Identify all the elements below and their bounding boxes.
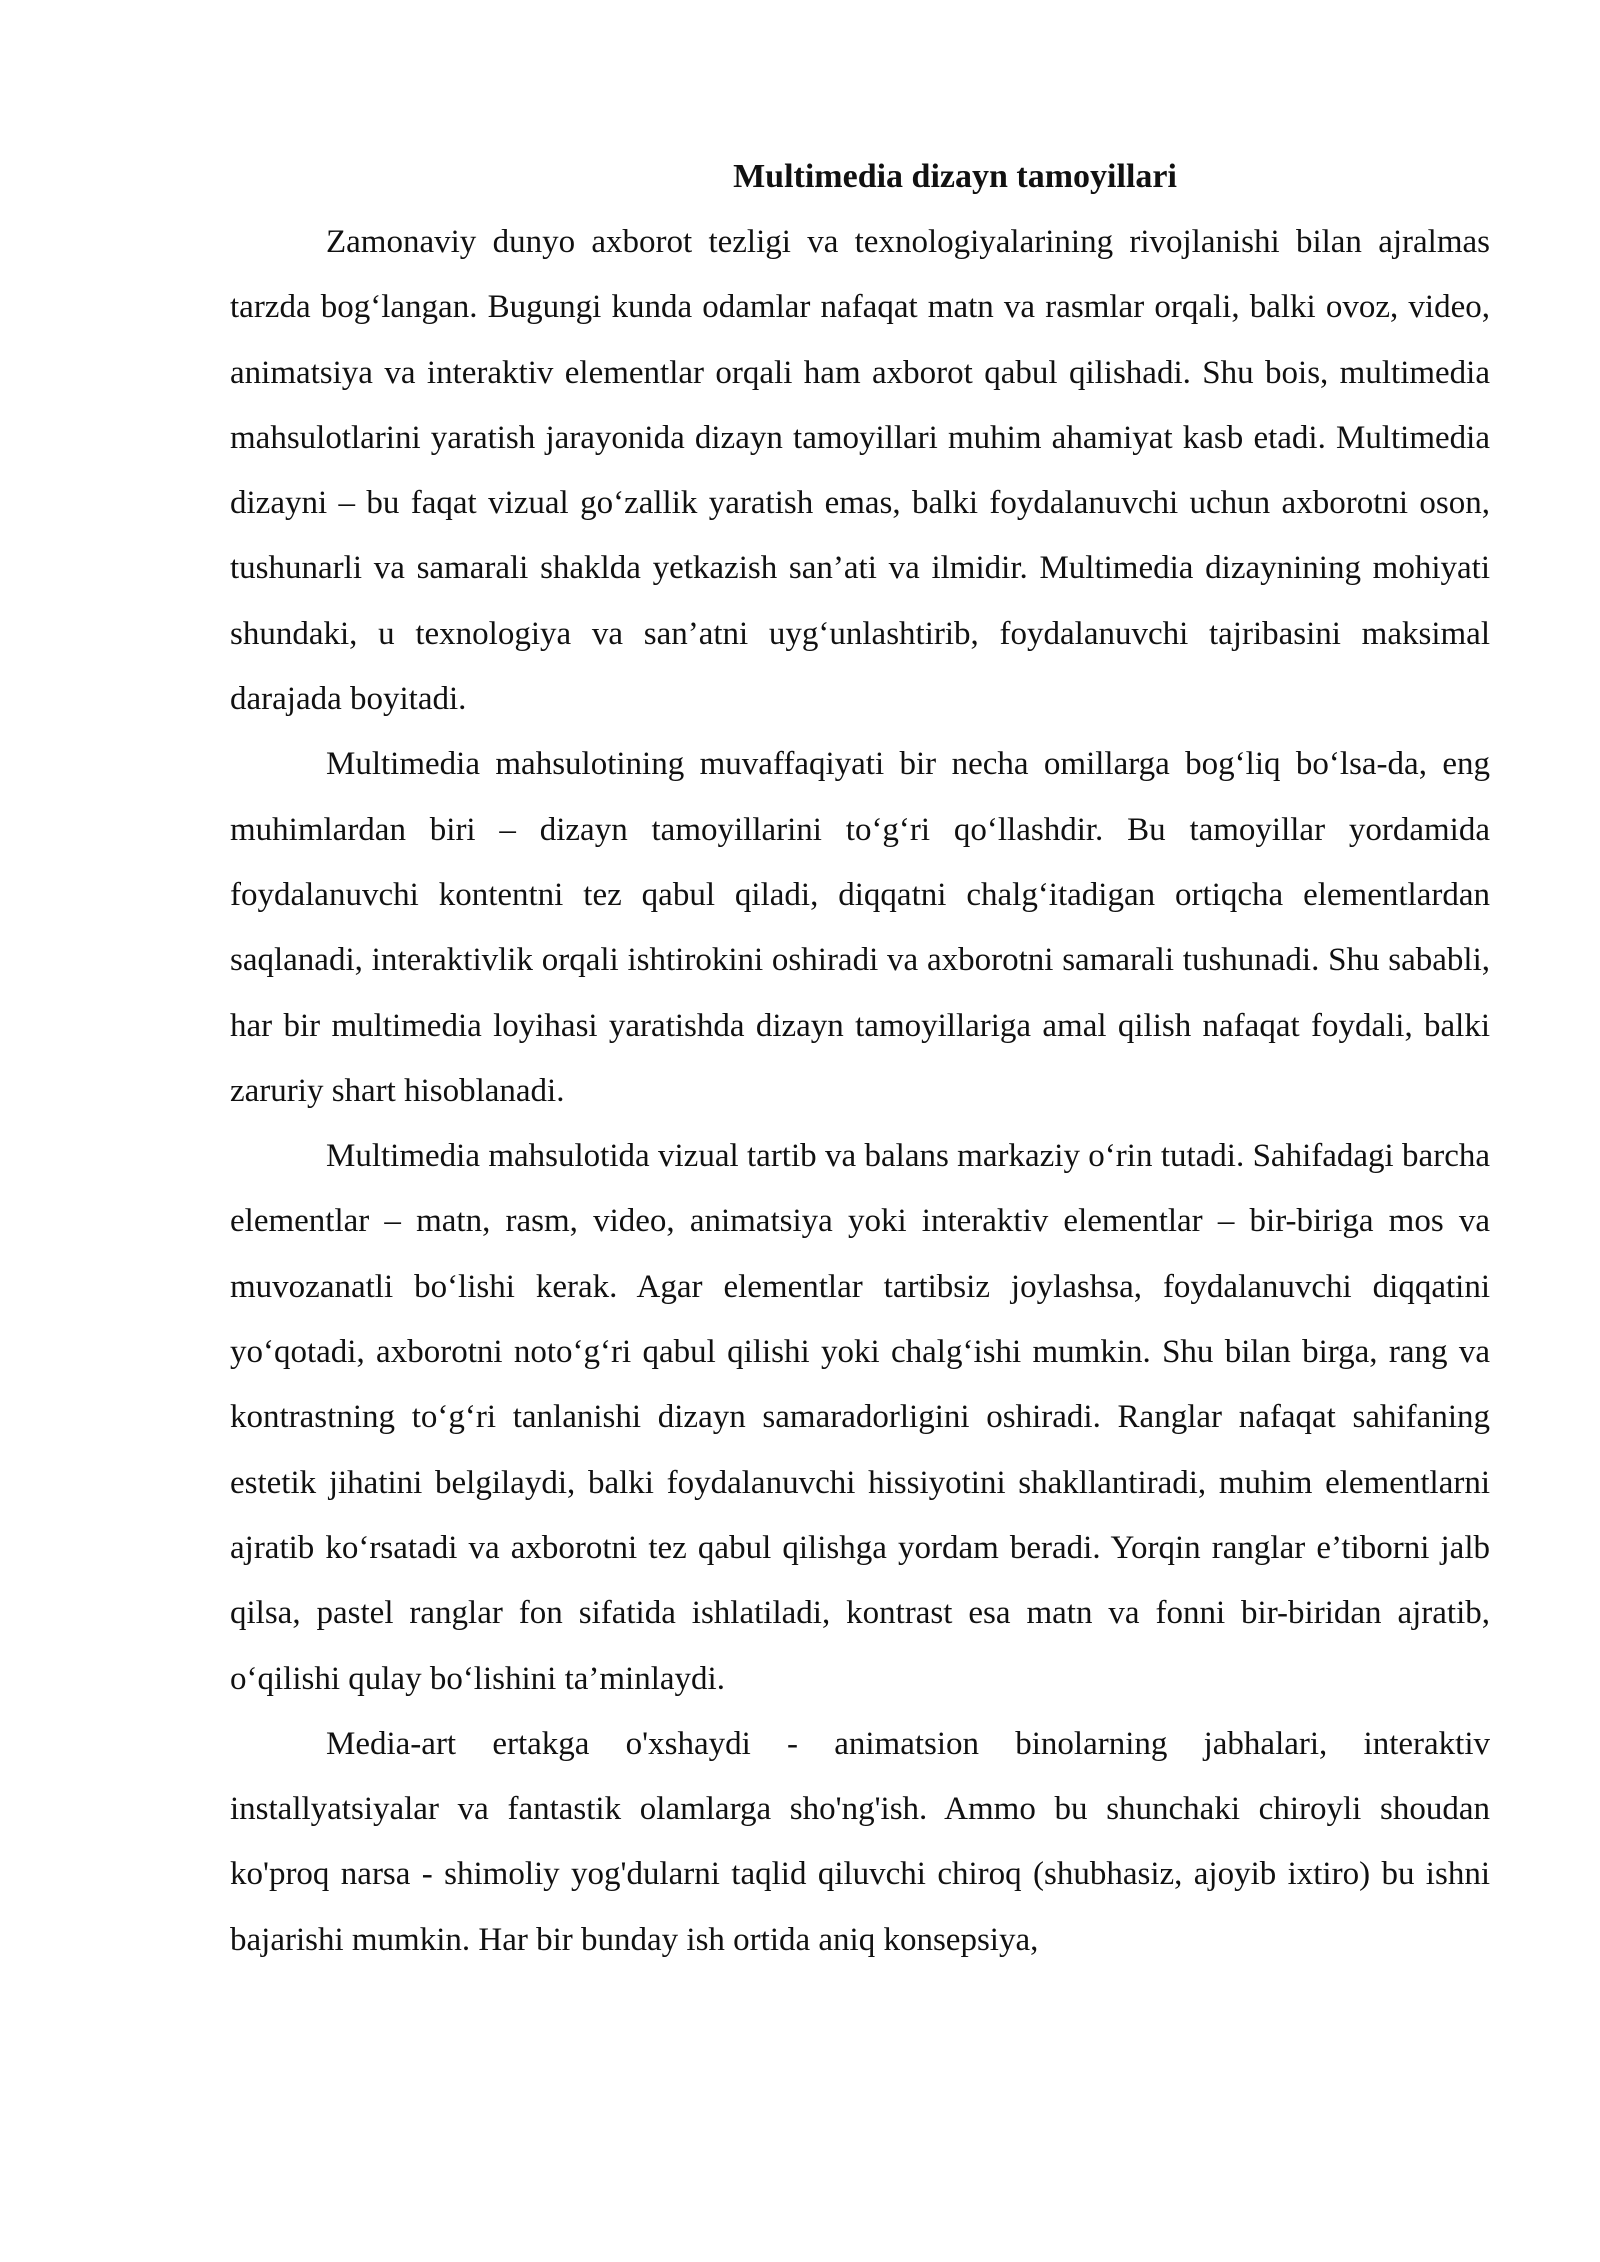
- paragraph-1: Zamonaviy dunyo axborot tezligi va texnologiyalarining rivojlanishi bilan ajralmas tarzda bog‘langan. Bugungi kunda odamlar nafaqat matn va rasmlar orqali, balki ovoz, video, animatsiya va interaktiv elementlar orqali ham axborot qabul qilishadi. Shu bois, multimedia mahsulotlarini yaratish jarayonida dizayn tamoyillari muhim ahamiyat kasb etadi. Multimedia dizayni – bu faqat vizual go‘zallik yaratish emas, balki foydalanuvchi uchun axborotni oson, tushunarli va samarali shaklda yetkazish san’ati va ilmidir. Multimedia dizaynining mohiyati shundaki, u texnologiya va san’atni uyg‘unlashtirib, foydalanuvchi tajribasini maksimal darajada boyitadi.: [230, 224, 1490, 718]
- document-body: [230, 148, 1490, 1973]
- paragraph-2: Multimedia mahsulotining muvaffaqiyati bir necha omillarga bog‘liq bo‘lsa-da, eng muhimlardan biri – dizayn tamoyillarini to‘g‘ri qo‘llashdir. Bu tamoyillar yordamida foydalanuvchi kontentni tez qabul qiladi, diqqatni chalg‘itadigan ortiqcha elementlardan saqlanadi, interaktivlik orqali ishtirokini oshiradi va axborotni samarali tushunadi. Shu sababli, har bir multimedia loyihasi yaratishda dizayn tamoyillariga amal qilish nafaqat foydali, balki zaruriy shart hisoblanadi.: [230, 746, 1490, 1109]
- paragraph-4: Media-art ertakga o'xshaydi - animatsion binolarning jabhalari, interaktiv installyatsiyalar va fantastik olamlarga sho'ng'ish. Ammo bu shunchaki chiroyli shoudan ko'proq narsa - shimoliy yog'dularni taqlid qiluvchi chiroq (shubhasiz, ajoyib ixtiro) bu ishni bajarishi mumkin. Har bir bunday ish ortida aniq konsepsiya,: [230, 1725, 1490, 1958]
- document-title: Multimedia dizayn tamoyillari: [733, 158, 1177, 195]
- paragraph-3: Multimedia mahsulotida vizual tartib va balans markaziy o‘rin tutadi. Sahifadagi barcha elementlar – matn, rasm, video, animatsiya yoki interaktiv elementlar – bir-biriga mos va muvozanatli bo‘lishi kerak. Agar elementlar tartibsiz joylashsa, foydalanuvchi diqqatini yo‘qotadi, axborotni noto‘g‘ri qabul qilishi yoki chalg‘ishi mumkin. Shu bilan birga, rang va kontrastning to‘g‘ri tanlanishi dizayn samaradorligini oshiradi. Ranglar nafaqat sahifaning estetik jihatini belgilaydi, balki foydalanuvchi hissiyotini shakllantiradi, muhim elementlarni ajratib ko‘rsatadi va axborotni tez qabul qilishga yordam beradi. Yorqin ranglar e’tiborni jalb qilsa, pastel ranglar fon sifatida ishlatiladi, kontrast esa matn va fonni bir-biridan ajratib, o‘qilishi qulay bo‘lishini ta’minlaydi.: [230, 1138, 1490, 1697]
